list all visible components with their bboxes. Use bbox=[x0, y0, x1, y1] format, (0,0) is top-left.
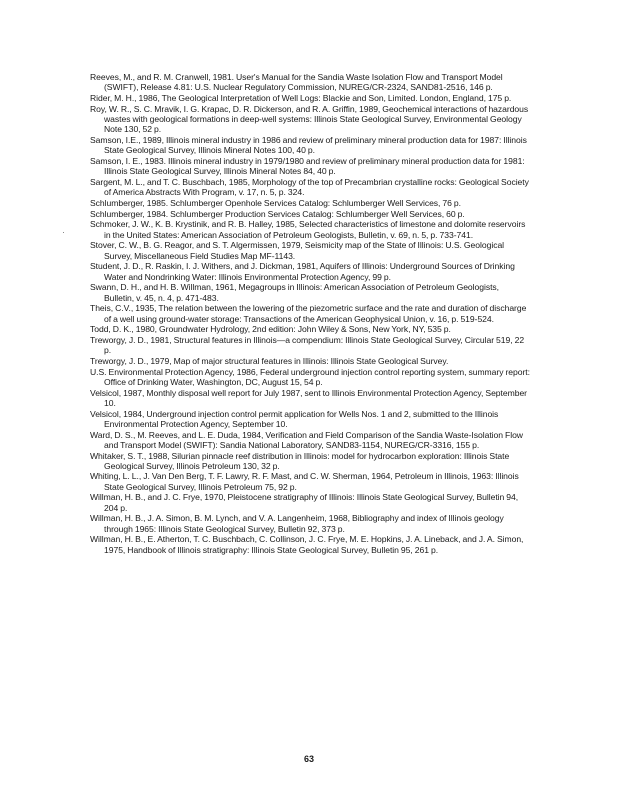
reference-entry: Willman, H. B., E. Atherton, T. C. Buschbach, C. Collinson, J. C. Frye, M. E. Hopkins, J. A. Lineback, and J. A. Simon, 1975, Handbook of Illinois stratigraphy: Illinois State Geological Survey, Bulletin 95, 261 p. bbox=[90, 534, 524, 555]
reference-entry: Reeves, M., and R. M. Cranwell, 1981. User's Manual for the Sandia Waste Isolation Flow and Transport Model (SWIFT), Release 4.81: U.S. Nuclear Regulatory Commission, NUREG/CR-2324, SAND81-2516, 146 p. bbox=[90, 72, 503, 93]
reference-entry: Student, J. D., R. Raskin, I. J. Withers, and J. Dickman, 1981, Aquifers of Illinois: Underground Sources of Drinking Water and Nondrinking Water: Illinois Environmental Protection Agency, 99 p. bbox=[90, 261, 515, 282]
reference-entry: Samson, I.E., 1989, Illinois mineral industry in 1986 and review of preliminary mineral production data for 1987: Illinois State Geological Survey, Illinois Mineral Notes 100, 40 p. bbox=[90, 134, 527, 156]
reference-entry: Todd, D. K., 1980, Groundwater Hydrology, 2nd edition: John Wiley & Sons, New York, NY, 535 p. bbox=[90, 324, 451, 335]
reference-entry: U.S. Environmental Protection Agency, 1986, Federal underground injection control reporting system, summary report: Office of Drinking Water, Washington, DC, August 15, 54 p. bbox=[90, 366, 530, 387]
reference-entry: Treworgy, J. D., 1981, Structural features in Illinois—a compendium: Illinois State Geological Survey, Circular 519, 22 p. bbox=[90, 334, 525, 356]
reference-entry: Swann, D. H., and H. B. Willman, 1961, Megagroups in Illinois: American Association of Petroleum Geologists, Bulletin, v. 45, n. 4, p. 471-483. bbox=[90, 282, 500, 303]
reference-entry: Schmoker, J. W., K. B. Krystinik, and R. B. Halley, 1985, Selected characteristics of limestone and dolomite reservoirs in the United States: American Association of Petroleum Geologists, Bulletin, v. 69, n. 5, p. 733-741. bbox=[90, 219, 526, 240]
reference-entry: Stover, C. W., B. G. Reagor, and S. T. Algermissen, 1979, Seismicity map of the State of Illinois: U.S. Geological Survey, Miscellaneous Field Studies Map MF-1143. bbox=[90, 240, 505, 261]
reference-entry: Velsicol, 1987, Monthly disposal well report for July 1987, sent to Illinois Environmental Protection Agency, September 10. bbox=[90, 387, 527, 408]
reference-entry: Theis, C.V., 1935, The relation between the lowering of the piezometric surface and the rate and duration of discharge of a well using ground-water storage: Transactions of the American Geophysical Union, v. 16, p. 519-524. bbox=[90, 303, 527, 324]
reference-entry: Schlumberger, 1985. Schlumberger Openhole Services Catalog: Schlumberger Well Services, 76 p. bbox=[90, 197, 461, 208]
reference-entry: Ward, D. S., M. Reeves, and L. E. Duda, 1984, Verification and Field Comparison of the Sandia Waste-Isolation Flow and Transport Model (SWIFT): Sandia National Laboratory, SAND83-1154, NUREG/CR-3316, 155 p. bbox=[90, 429, 523, 450]
reference-entry: Treworgy, J. D., 1979, Map of major structural features in Illinois: Illinois State Geological Survey. bbox=[90, 355, 449, 366]
reference-list bbox=[90, 72, 530, 555]
reference-entry: Schlumberger, 1984. Schlumberger Production Services Catalog: Schlumberger Well Services, 60 p. bbox=[90, 208, 465, 219]
reference-entry: Willman, H. B., J. A. Simon, B. M. Lynch, and V. A. Langenheim, 1968, Bibliography and index of Illinois geology through 1965: Illinois State Geological Survey, Bulletin 92, 373 p. bbox=[90, 513, 504, 534]
reference-entry: Whitaker, S. T., 1988, Silurian pinnacle reef distribution in Illinois: model for hydrocarbon exploration: Illinois State Geological Survey, Illinois Petroleum 130, 32 p. bbox=[90, 450, 510, 471]
reference-entry: Willman, H. B., and J. C. Frye, 1970, Pleistocene stratigraphy of Illinois: Illinois State Geological Survey, Bulletin 94, 204 p. bbox=[90, 492, 519, 513]
reference-entry: Rider, M. H., 1986, The Geological Interpretation of Well Logs: Blackie and Son, Limited. London, England, 175 p. bbox=[90, 92, 512, 103]
scan-speck bbox=[63, 232, 64, 233]
reference-entry: Whiting, L. L., J. Van Den Berg, T. F. Lawry, R. F. Mast, and C. W. Sherman, 1964, Petroleum in Illinois, 1963: Illinois State Geological Survey, Illinois Petroleum 75, 92 p. bbox=[90, 471, 519, 492]
page-number: 63 bbox=[303, 754, 314, 764]
reference-entry: Roy, W. R., S. C. Mravik, I. G. Krapac, D. R. Dickerson, and R. A. Griffin, 1989, Geochemical interactions of hazardous wastes with geological formations in deep-well systems: Illinois State Geological Survey, Environmental Geology Note 130, 52 p. bbox=[90, 103, 529, 135]
reference-entry: Sargent, M. L., and T. C. Buschbach, 1985, Morphology of the top of Precambrian crystalline rocks: Geological Society of America Abstracts With Program, v. 17, n. 5, p. 324. bbox=[90, 176, 529, 198]
reference-entry: Velsicol, 1984, Underground injection control permit application for Wells Nos. 1 and 2, submitted to the Illinois Environmental Protection Agency, September 10. bbox=[90, 408, 499, 429]
reference-entry: Samson, I. E., 1983. Illinois mineral industry in 1979/1980 and review of preliminary mineral production data for 1981: Illinois State Geological Survey, Illinois Mineral Notes 84, 40 p. bbox=[90, 155, 525, 177]
